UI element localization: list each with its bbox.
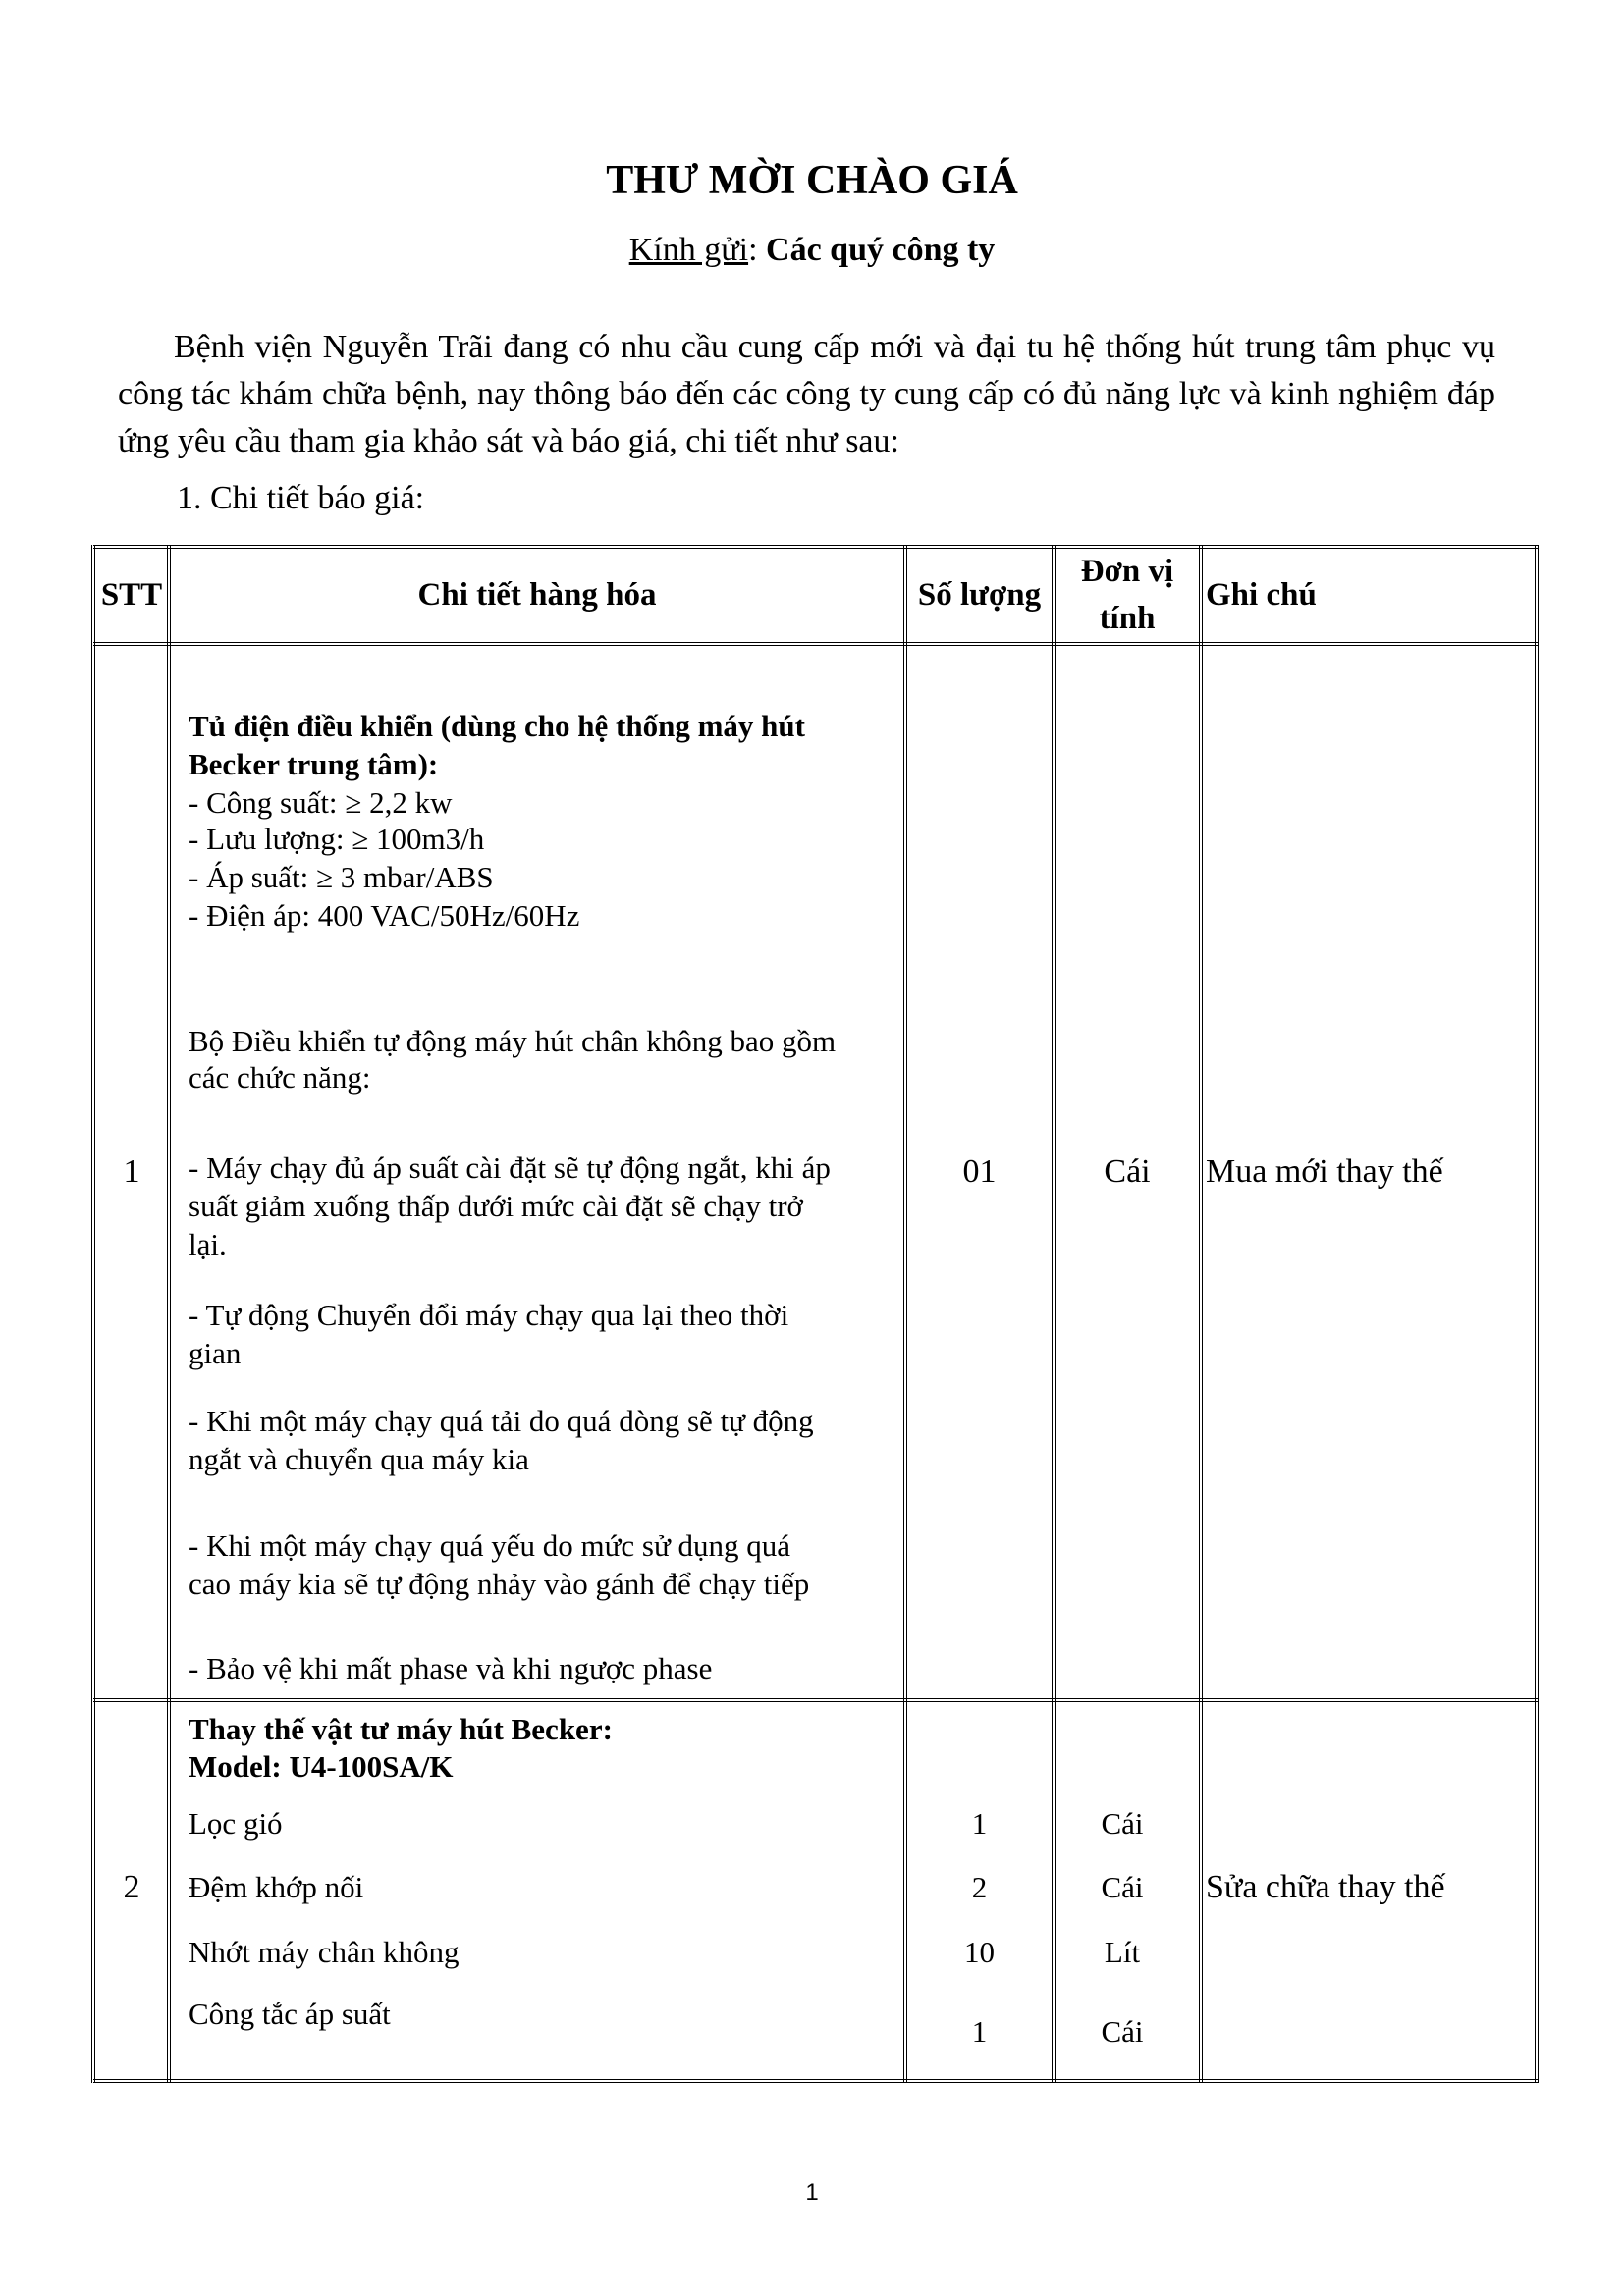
row-note: Sửa chữa thay thế	[1206, 1869, 1445, 1905]
header-unit: tính	[1099, 601, 1156, 636]
spec-line: - Tự động Chuyển đổi máy chạy qua lại theo thời	[189, 1298, 789, 1332]
table-border	[93, 2079, 1539, 2083]
table-border	[1199, 545, 1203, 2083]
table-border	[1052, 545, 1056, 2083]
spec-line: lại.	[189, 1227, 227, 1261]
header-note: Ghi chú	[1206, 577, 1317, 613]
table-border	[91, 545, 95, 2083]
greeting-sep: :	[748, 232, 767, 268]
spec-line: - Công suất: ≥ 2,2 kw	[189, 785, 453, 820]
item-name: Công tắc áp suất	[189, 1997, 391, 2031]
section-heading: 1. Chi tiết báo giá:	[177, 480, 425, 516]
table-border	[93, 1698, 1539, 1702]
spec-line: - Khi một máy chạy quá tải do quá dòng sẽ tự động	[189, 1404, 814, 1438]
row-title: Thay thế vật tư máy hút Becker:	[189, 1712, 613, 1746]
item-unit: Lít	[1104, 1935, 1141, 1969]
table-border	[93, 642, 1539, 646]
spec-line: cao máy kia sẽ tự động nhảy vào gánh để chạy tiếp	[189, 1567, 810, 1601]
item-unit: Cái	[1101, 2014, 1144, 2049]
spec-line: - Áp suất: ≥ 3 mbar/ABS	[189, 860, 494, 894]
spec-line: Bộ Điều khiển tự động máy hút chân không bao gồm	[189, 1024, 837, 1058]
spec-line: ngắt và chuyển qua máy kia	[189, 1442, 529, 1476]
row-qty: 01	[962, 1153, 997, 1190]
header-qty: Số lượng	[917, 577, 1042, 613]
spec-line: - Bảo vệ khi mất phase và khi ngược phase	[189, 1651, 713, 1685]
item-unit: Cái	[1101, 1806, 1144, 1841]
greeting-recipient: Các quý công ty	[766, 232, 996, 268]
spec-line: suất giảm xuống thấp dưới mức cài đặt sẽ chạy trở	[189, 1189, 803, 1223]
greeting-label: Kính gửi	[628, 232, 749, 268]
row-title: Becker trung tâm):	[189, 747, 439, 781]
item-qty: 1	[971, 2014, 988, 2049]
item-name: Đệm khớp nối	[189, 1870, 364, 1904]
spec-line: các chức năng:	[189, 1060, 371, 1095]
spec-line: - Lưu lượng: ≥ 100m3/h	[189, 822, 485, 856]
intro-paragraph: Bệnh viện Nguyễn Trãi đang có nhu cầu cung cấp mới và đại tu hệ thống hút trung tâm phục vụ công tác khám chữa bệnh, nay thông báo đến các công ty cung cấp có đủ năng lực và kinh nghiệm đáp ứng yêu cầu tham gia khảo sát và báo giá, chi tiết như sau:	[118, 329, 1495, 459]
item-unit: Cái	[1101, 1870, 1144, 1904]
item-qty: 1	[971, 1806, 988, 1841]
table-border	[93, 545, 1539, 549]
spec-line: - Máy chạy đủ áp suất cài đặt sẽ tự động ngắt, khi áp	[189, 1150, 831, 1185]
item-name: Nhớt máy chân không	[189, 1935, 460, 1969]
row-note: Mua mới thay thế	[1206, 1153, 1443, 1190]
greeting	[0, 232, 1624, 269]
header-detail: Chi tiết hàng hóa	[417, 577, 657, 613]
header-unit: Đơn vị	[1080, 554, 1174, 589]
table-border	[1535, 545, 1539, 2083]
row-stt: 1	[123, 1153, 140, 1190]
spec-line: - Khi một máy chạy quá yếu do mức sử dụng quá	[189, 1528, 791, 1563]
header-stt: STT	[100, 577, 163, 613]
item-name: Lọc gió	[189, 1806, 283, 1841]
row-unit: Cái	[1104, 1153, 1151, 1190]
item-qty: 2	[971, 1870, 988, 1904]
table-border	[903, 545, 907, 2083]
spec-line: - Điện áp: 400 VAC/50Hz/60Hz	[189, 898, 580, 933]
row-stt: 2	[123, 1869, 140, 1905]
item-qty: 10	[964, 1935, 995, 1969]
page-number: 1	[805, 2179, 819, 2206]
spec-line: gian	[189, 1336, 242, 1370]
row-title: Model: U4-100SA/K	[189, 1749, 454, 1784]
row-title: Tủ điện điều khiển (dùng cho hệ thống máy hút	[189, 709, 805, 743]
table-border	[167, 545, 171, 2083]
document-title: THƯ MỜI CHÀO GIÁ	[606, 158, 1018, 203]
